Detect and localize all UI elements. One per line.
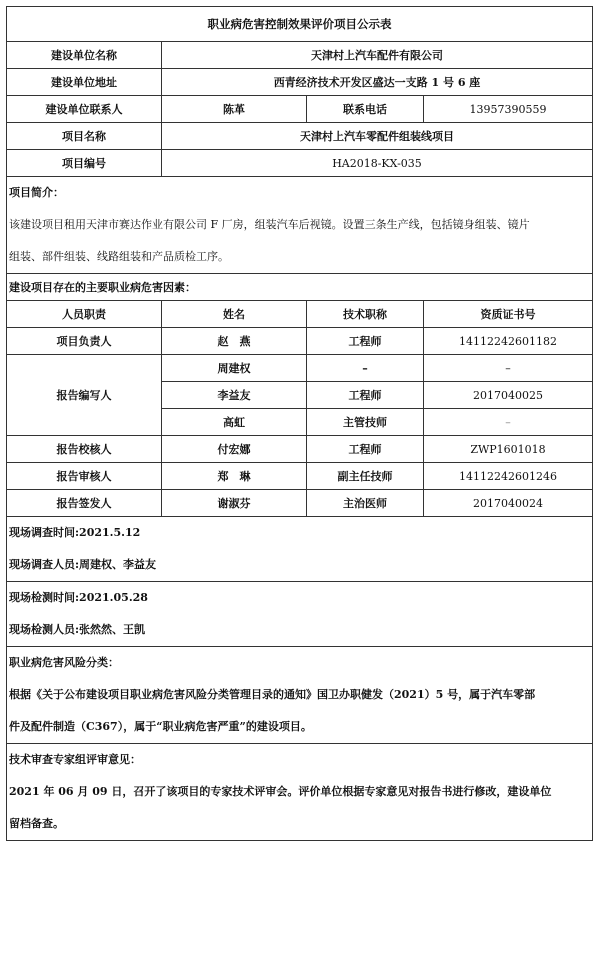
name-cell: 谢淑芬 <box>162 490 307 517</box>
cert-cell: 14112242601246 <box>424 463 593 490</box>
cert-cell: – <box>424 355 593 382</box>
table-row <box>7 463 593 490</box>
title-cell: 主管技师 <box>307 409 424 436</box>
review-line-2: 留档备查。 <box>9 817 64 830</box>
name-cell: 付宏娜 <box>162 436 307 463</box>
contact-row <box>7 96 593 123</box>
risk-row <box>7 647 593 744</box>
cert-cell: 14112242601182 <box>424 328 593 355</box>
staff-header-name: 姓名 <box>162 301 307 328</box>
title-cell: 主治医师 <box>307 490 424 517</box>
risk-line-2: 件及配件制造（C367），属于“职业病危害严重”的建设项目。 <box>9 720 312 733</box>
name-cell: 郑 琳 <box>162 463 307 490</box>
detection-people: 现场检测人员:张然然、王凯 <box>9 623 146 636</box>
table-row <box>7 436 593 463</box>
review-heading: 技术审查专家组评审意见： <box>9 753 141 766</box>
risk-section <box>7 647 593 744</box>
detection-time: 现场检测时间:2021.05.28 <box>9 591 148 604</box>
intro-heading: 项目简介： <box>9 186 64 199</box>
phone-label: 联系电话 <box>307 96 424 123</box>
survey-time: 现场调查时间:2021.5.12 <box>9 526 141 539</box>
contact-value: 陈革 <box>162 96 307 123</box>
intro-row <box>7 177 593 274</box>
title-row <box>7 7 593 42</box>
title-cell: 工程师 <box>307 436 424 463</box>
role-cell: 报告审核人 <box>7 463 162 490</box>
survey-section <box>7 517 593 582</box>
role-cell: 报告校核人 <box>7 436 162 463</box>
role-cell: 报告签发人 <box>7 490 162 517</box>
table-row <box>7 490 593 517</box>
project-name-row <box>7 123 593 150</box>
intro-section <box>7 177 593 274</box>
unit-name-row <box>7 42 593 69</box>
name-cell: 高虹 <box>162 409 307 436</box>
detection-row <box>7 582 593 647</box>
address-row <box>7 69 593 96</box>
phone-value: 13957390559 <box>424 96 593 123</box>
role-cell: 项目负责人 <box>7 328 162 355</box>
staff-header-role: 人员职责 <box>7 301 162 328</box>
table-row <box>7 328 593 355</box>
staff-header-title: 技术职称 <box>307 301 424 328</box>
risk-heading: 职业病危害风险分类： <box>9 656 119 669</box>
review-line-1: 2021 年 06 月 09 日，召开了该项目的专家技术评审会。评价单位根据专家意见对报告书进行修改，建设单位 <box>9 785 552 798</box>
project-no-value: HA2018-KX-035 <box>162 150 593 177</box>
title-cell: – <box>307 355 424 382</box>
intro-line-1: 该建设项目租用天津市赛达作业有限公司 F 厂房，组装汽车后视镜。设置三条生产线，包括镜身组装、镜片 <box>9 218 530 231</box>
unit-name-label: 建设单位名称 <box>7 42 162 69</box>
table-row <box>7 355 593 382</box>
review-row <box>7 744 593 841</box>
project-no-label: 项目编号 <box>7 150 162 177</box>
survey-row <box>7 517 593 582</box>
risk-line-1: 根据《关于公布建设项目职业病危害风险分类管理目录的通知》国卫办职健发（2021）5 号，属于汽车零部 <box>9 688 536 701</box>
project-name-label: 项目名称 <box>7 123 162 150</box>
hazards-heading: 建设项目存在的主要职业病危害因素： <box>7 274 593 301</box>
name-cell: 李益友 <box>162 382 307 409</box>
project-name-value: 天津村上汽车零配件组装线项目 <box>162 123 593 150</box>
staff-header-row <box>7 301 593 328</box>
title-cell: 工程师 <box>307 382 424 409</box>
cert-cell: ZWP1601018 <box>424 436 593 463</box>
survey-people: 现场调查人员:周建权、李益友 <box>9 558 157 571</box>
unit-name-value: 天津村上汽车配件有限公司 <box>162 42 593 69</box>
address-label: 建设单位地址 <box>7 69 162 96</box>
name-cell: 赵 燕 <box>162 328 307 355</box>
cert-cell: 2017040025 <box>424 382 593 409</box>
project-no-row <box>7 150 593 177</box>
document-title: 职业病危害控制效果评价项目公示表 <box>7 7 593 42</box>
name-cell: 周建权 <box>162 355 307 382</box>
review-section <box>7 744 593 841</box>
cert-cell: 2017040024 <box>424 490 593 517</box>
detection-section <box>7 582 593 647</box>
disclosure-document <box>6 6 592 841</box>
contact-label: 建设单位联系人 <box>7 96 162 123</box>
hazards-row <box>7 274 593 301</box>
address-value: 西青经济技术开发区盛达一支路 1 号 6 座 <box>162 69 593 96</box>
title-cell: 副主任技师 <box>307 463 424 490</box>
cert-cell: – <box>424 409 593 436</box>
intro-line-2: 组装、部件组装、线路组装和产品质检工序。 <box>9 250 229 263</box>
staff-header-cert: 资质证书号 <box>424 301 593 328</box>
role-cell: 报告编写人 <box>7 355 162 436</box>
disclosure-table <box>6 6 593 841</box>
title-cell: 工程师 <box>307 328 424 355</box>
